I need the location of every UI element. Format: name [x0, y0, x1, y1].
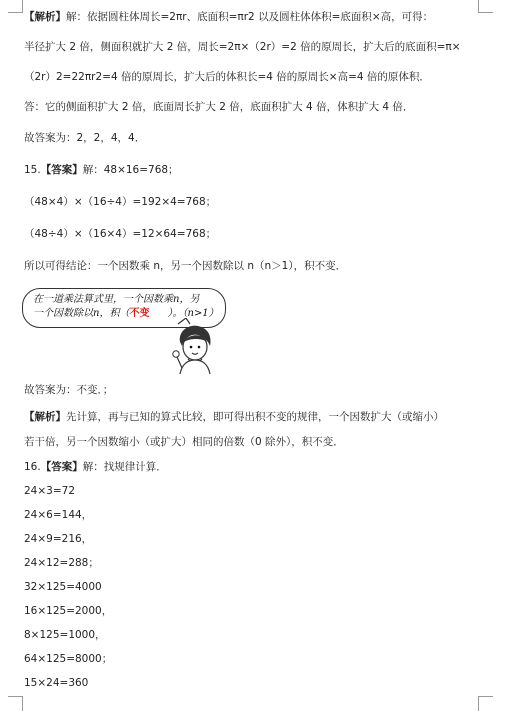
question-number: 15.: [24, 164, 41, 176]
page-corner-mark-top-right: [478, 0, 493, 13]
calc-item: 8×125=1000，: [24, 629, 106, 641]
cartoon-girl-illustration: [168, 318, 220, 374]
bubble-text-line-1: 在一道乘法算式里，一个因数乘n，另: [33, 294, 200, 305]
answer-label: 【答案】: [40, 164, 83, 176]
calc-item: 24×9=216，: [24, 533, 93, 545]
answer-text: 解：48×16=768；: [82, 164, 179, 176]
answer-summary-15: 故答案为：不变．；: [24, 384, 114, 396]
question-15-answer: [24, 163, 179, 177]
analysis-line-3: （2r）2=22πr2=4 倍的原周长，扩大后的体积长=4 倍的原周长×高=4 倍的原体积．: [24, 71, 430, 83]
page-corner-mark-bottom-right: [478, 696, 493, 711]
analysis-15-line-2: 若干倍，另一个因数缩小（或扩大）相同的倍数（0 除外），积不变．: [24, 436, 344, 448]
calc-item: 24×3=72: [24, 485, 75, 497]
bubble-answer-red: 不变: [129, 308, 150, 319]
calc-item: 24×12=288；: [24, 557, 99, 569]
calc-item: 32×125=4000: [24, 581, 102, 593]
analysis-label: 【解析】: [24, 11, 66, 23]
calc-item: 16×125=2000，: [24, 605, 113, 617]
question-16-answer: [24, 460, 167, 474]
analysis-text: 解：依据圆柱体周长=2πr、底面积=πr2 以及圆柱体体积=底面积×高，可得：: [66, 11, 434, 23]
calc-item: 24×6=144，: [24, 509, 93, 521]
analysis-15-line-1: [24, 410, 444, 424]
answer-summary: 故答案为：2，2，4，4．: [24, 132, 146, 144]
analysis-label: 【解析】: [24, 411, 66, 423]
bubble-text-part: 一个因数除以n，积: [33, 308, 120, 319]
answer-label: 【答案】: [40, 461, 83, 473]
calc-line-a: （48×4）×（16÷4）=192×4=768；: [24, 196, 217, 208]
analysis-line-1: [24, 10, 433, 24]
calc-line-b: （48÷4）×（16×4）=12×64=768；: [24, 228, 217, 240]
question-number: 16.: [24, 461, 41, 473]
answer-statement: 答：它的侧面积扩大 2 倍，底面周长扩大 2 倍，底面积扩大 4 倍，体积扩大 4 倍．: [24, 101, 414, 113]
page-corner-mark-top-left: [8, 0, 23, 13]
conclusion-line: 所以可得结论：一个因数乘 n，另一个因数除以 n（n＞1），积不变．: [24, 260, 347, 272]
page-corner-mark-bottom-left: [8, 696, 23, 711]
bubble-text-line-2: 一个因数除以n，积（不变 ）。（n>1）: [33, 308, 219, 319]
answer-text: 解：找规律计算．: [82, 461, 167, 473]
calc-item: 64×125=8000；: [24, 653, 113, 665]
bubble-text-part-end: 。（n>1）: [172, 308, 219, 319]
analysis-line-2: 半径扩大 2 倍，侧面积就扩大 2 倍，周长=2π×（2r）=2 倍的原周长，扩大后的底面积=π×: [24, 41, 461, 53]
analysis-text: 先计算，再与已知的算式比较，即可得出积不变的规律，一个因数扩大（或缩小）: [66, 411, 444, 423]
calc-item: 15×24=360: [24, 677, 89, 689]
